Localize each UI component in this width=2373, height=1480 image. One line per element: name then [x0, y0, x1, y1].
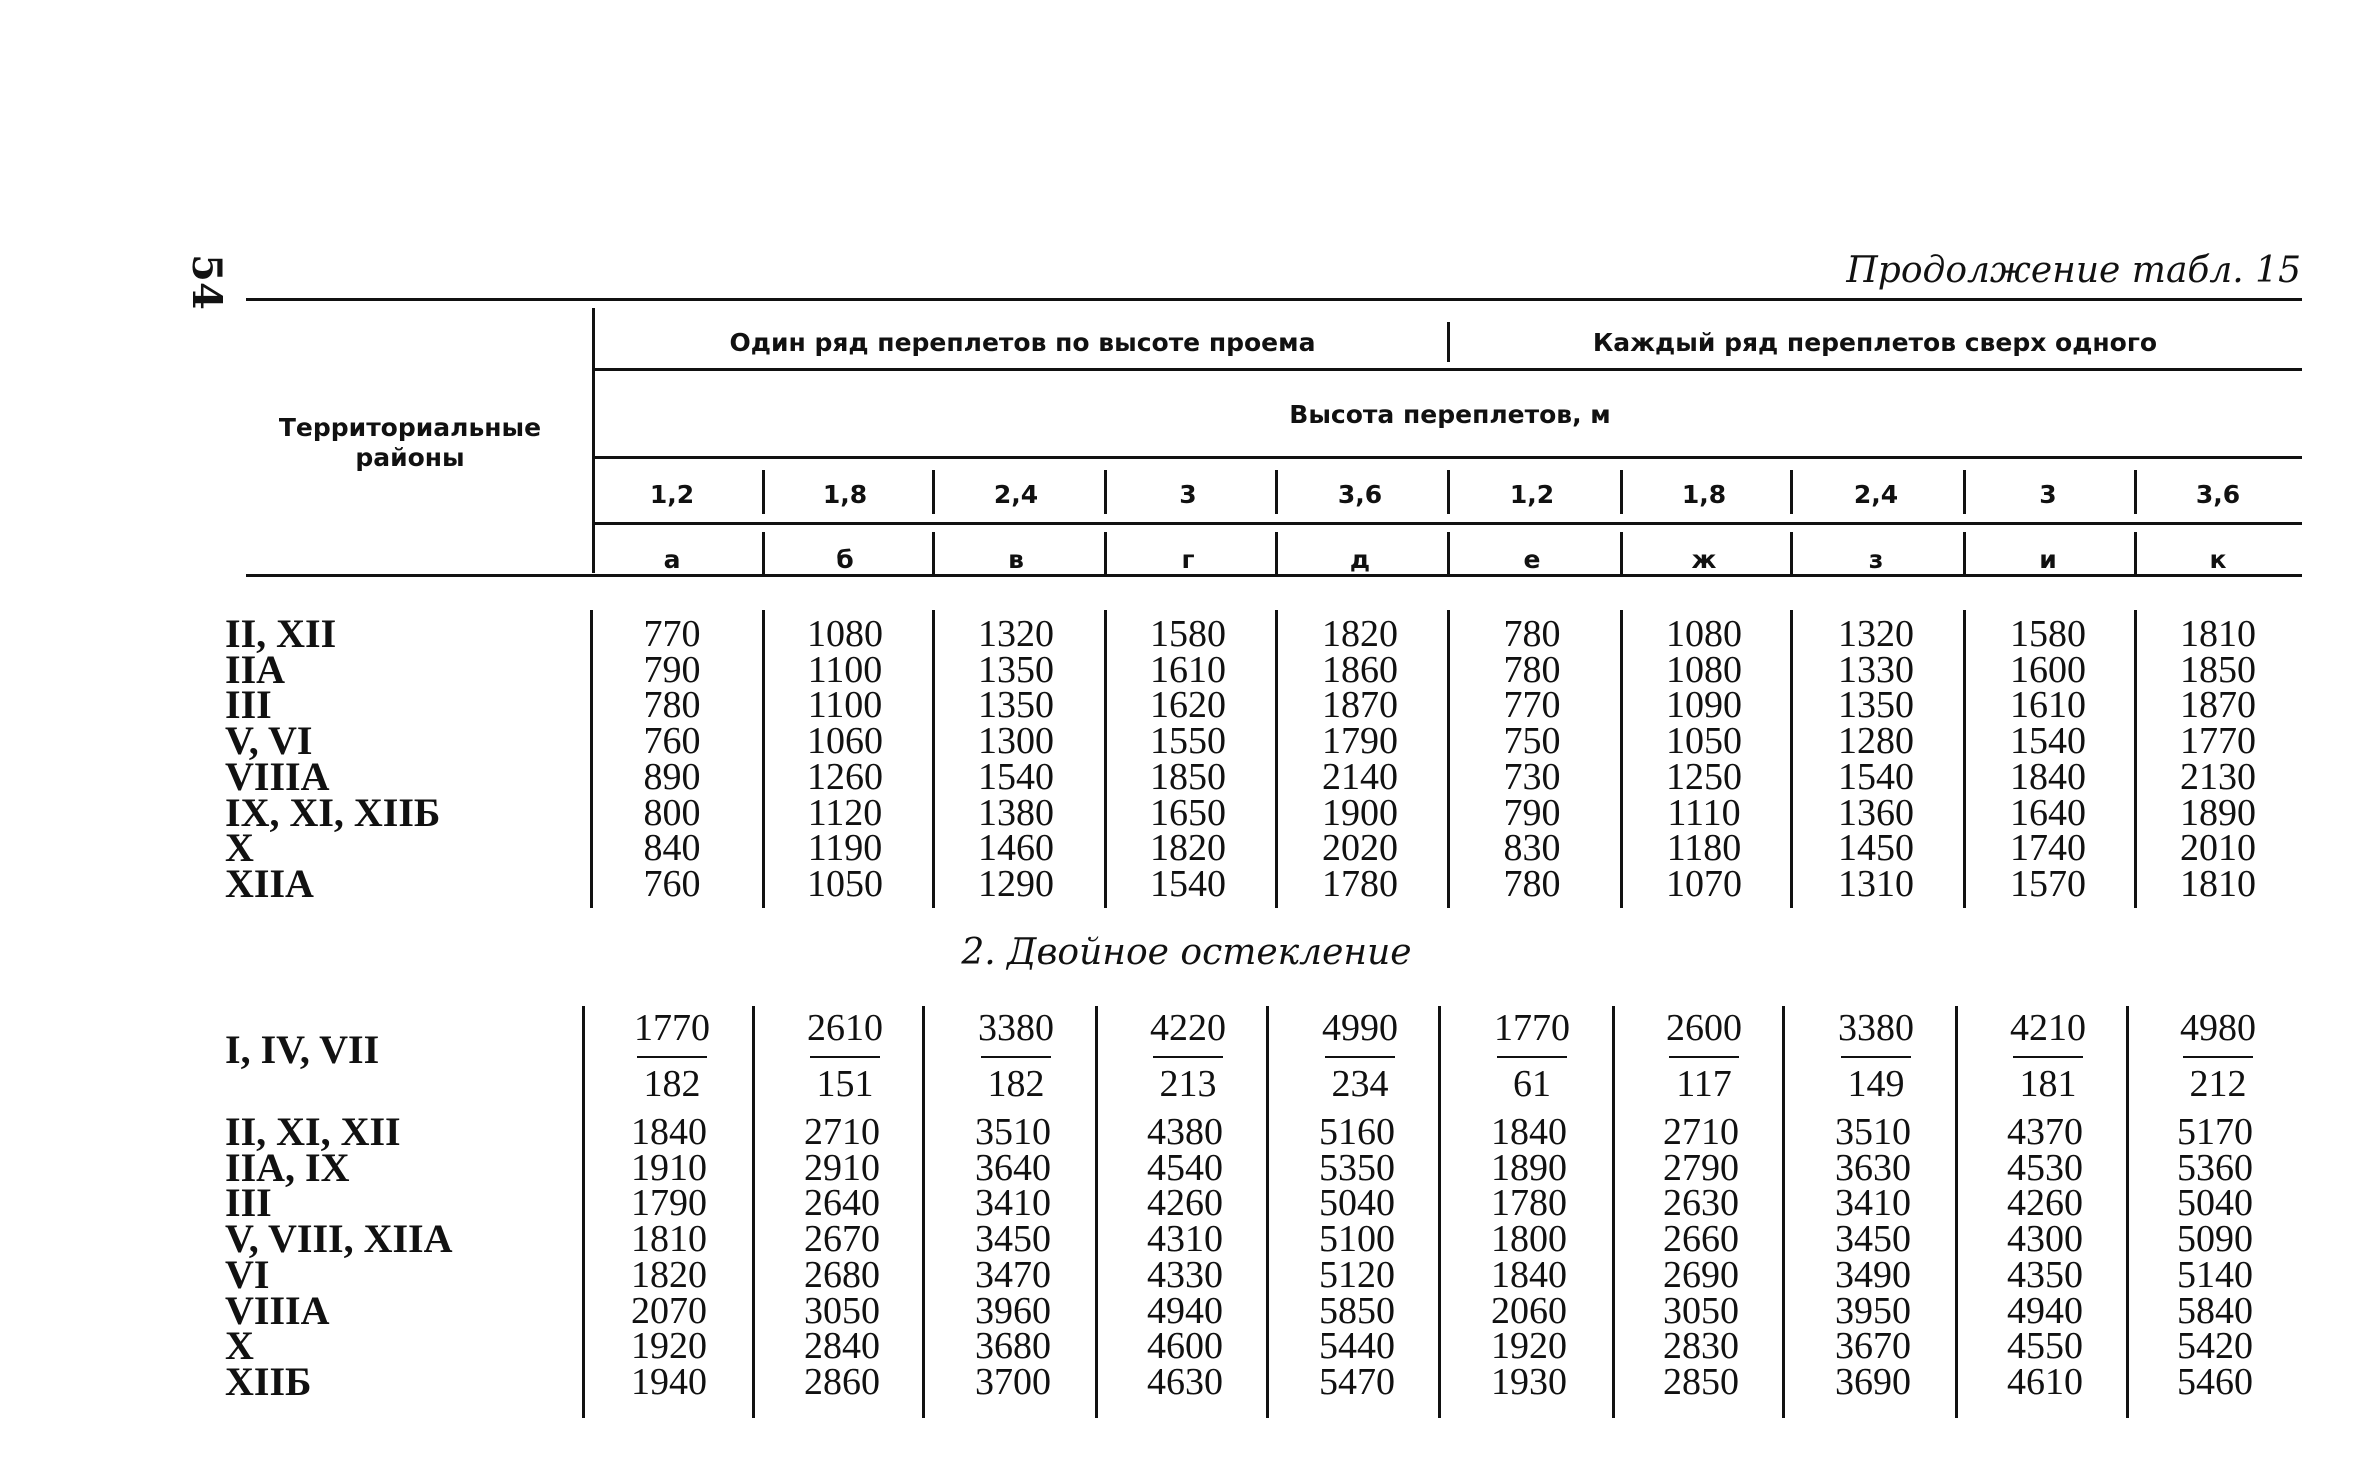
table-cell: 1550 — [1150, 720, 1226, 763]
table-cell: 1810 — [631, 1218, 707, 1261]
table-cell: 790 — [643, 648, 701, 691]
table-cell: 750 — [1503, 720, 1561, 763]
table-cell: 780 — [1503, 648, 1561, 691]
height-value-header: 3,6 — [2195, 480, 2241, 509]
fraction-bar — [2013, 1056, 2083, 1058]
region-label: VI — [225, 1251, 270, 1297]
table-cell: 1570 — [2010, 862, 2086, 905]
table-cell: 1110 — [1667, 791, 1741, 834]
body-column-divider — [1095, 1006, 1098, 1418]
table-cell: 2070 — [631, 1289, 707, 1332]
column-letter-header: а — [663, 545, 681, 574]
column-letter-header: и — [2039, 545, 2057, 574]
fraction-numerator: 3380 — [978, 1007, 1054, 1049]
table-cell: 2140 — [1322, 755, 1398, 798]
header-column-divider — [762, 532, 765, 574]
table-cell: 4300 — [2007, 1218, 2083, 1261]
header-column-divider — [1790, 470, 1793, 514]
fraction-denominator: 182 — [987, 1063, 1045, 1105]
table-cell: 1460 — [978, 827, 1054, 870]
height-value-header: 1,2 — [649, 480, 695, 509]
table-cell: 1250 — [1666, 755, 1742, 798]
header-column-divider — [1275, 470, 1278, 514]
table-cell: 780 — [1503, 862, 1561, 905]
table-cell: 5120 — [1319, 1253, 1395, 1296]
height-value-header: 2,4 — [993, 480, 1039, 509]
fraction-bar — [1497, 1056, 1567, 1058]
header-column-divider — [1963, 470, 1966, 514]
table-cell: 4540 — [1147, 1146, 1223, 1189]
header-bottom-rule — [246, 574, 2302, 577]
table-cell: 1640 — [2010, 791, 2086, 834]
table-cell: 3630 — [1835, 1146, 1911, 1189]
region-label: II, XII — [225, 611, 337, 656]
table-cell: 2830 — [1663, 1325, 1739, 1368]
table-cell: 1100 — [807, 684, 883, 727]
table-cell: 2670 — [804, 1218, 880, 1261]
table-cell: 1290 — [978, 862, 1054, 905]
table-cell: 1080 — [807, 613, 883, 655]
table-cell: 1780 — [1491, 1182, 1567, 1225]
page-number: 54 — [183, 254, 230, 310]
fraction-numerator: 4980 — [2180, 1007, 2256, 1049]
column-letter-header: ж — [1691, 545, 1717, 574]
table-cell: 1890 — [1491, 1146, 1567, 1189]
table-cell: 1800 — [1491, 1218, 1567, 1261]
table-cell: 760 — [643, 720, 701, 763]
column-letter-header: д — [1349, 545, 1371, 574]
table-cell: 1360 — [1838, 791, 1914, 834]
table-cell: 890 — [643, 755, 701, 798]
table-cell: 2910 — [804, 1146, 880, 1189]
height-value-header: 1,8 — [822, 480, 868, 509]
group-each-header: Каждый ряд переплетов сверх одного — [1592, 328, 2158, 357]
table-cell: 3640 — [975, 1146, 1051, 1189]
table-cell: 1070 — [1666, 862, 1742, 905]
body-column-divider — [752, 1006, 755, 1418]
height-value-header: 1,2 — [1509, 480, 1555, 509]
fraction-bar — [1841, 1056, 1911, 1058]
table-cell: 1350 — [978, 648, 1054, 691]
table-cell: 4260 — [1147, 1182, 1223, 1225]
table-cell: 1120 — [807, 791, 883, 834]
body-column-divider — [762, 610, 765, 908]
table-cell: 2690 — [1663, 1253, 1739, 1296]
table-cell: 3510 — [1835, 1111, 1911, 1153]
height-header: Высота переплетов, м — [1289, 400, 1611, 429]
region-label: X — [225, 1323, 254, 1369]
table-cell: 800 — [643, 791, 701, 834]
table-cell: 1580 — [1150, 613, 1226, 655]
header-left-rule — [592, 308, 595, 573]
table-cell: 1330 — [1838, 648, 1914, 691]
table-cell: 3670 — [1835, 1325, 1911, 1368]
fraction-numerator: 1770 — [634, 1007, 710, 1049]
body-column-divider — [1266, 1006, 1269, 1418]
fraction-denominator: 61 — [1513, 1063, 1551, 1105]
region-label: IX, XI, XIIБ — [225, 789, 441, 835]
body-column-divider — [590, 610, 593, 908]
table-cell: 780 — [1503, 613, 1561, 655]
table-cell: 2060 — [1491, 1289, 1567, 1332]
table-cell: 1060 — [807, 720, 883, 763]
table-cell: 1850 — [1150, 755, 1226, 798]
table-cell: 1860 — [1322, 648, 1398, 691]
table-cell: 730 — [1503, 755, 1561, 798]
column-letter-header: е — [1523, 545, 1541, 574]
table-cell: 1310 — [1838, 862, 1914, 905]
table-cell: 1300 — [978, 720, 1054, 763]
table-cell: 1350 — [978, 684, 1054, 727]
table-cell: 1930 — [1491, 1360, 1567, 1403]
table-cell: 3690 — [1835, 1360, 1911, 1403]
table-cell: 3470 — [975, 1253, 1051, 1296]
fraction-bar — [981, 1056, 1051, 1058]
fraction-denominator: 151 — [816, 1063, 874, 1105]
table-cell: 3050 — [804, 1289, 880, 1332]
region-label: IIA, IX — [225, 1144, 350, 1190]
table-cell: 1610 — [1150, 648, 1226, 691]
table-cell: 4940 — [2007, 1289, 2083, 1332]
header-column-divider — [1963, 532, 1966, 574]
table-cell: 5360 — [2177, 1146, 2253, 1189]
table-cell: 4260 — [2007, 1182, 2083, 1225]
table-cell: 3950 — [1835, 1289, 1911, 1332]
table-cell: 1540 — [1838, 755, 1914, 798]
fraction-bar — [2183, 1056, 2253, 1058]
table-cell: 1650 — [1150, 791, 1226, 834]
fraction-denominator: 213 — [1159, 1063, 1217, 1105]
fraction-numerator: 2600 — [1666, 1007, 1742, 1049]
region-label: IIA — [225, 646, 286, 692]
table-cell: 5350 — [1319, 1146, 1395, 1189]
header-column-divider — [1447, 532, 1450, 574]
table-cell: 3490 — [1835, 1253, 1911, 1296]
table-cell: 5440 — [1319, 1325, 1395, 1368]
fraction-bar — [1325, 1056, 1395, 1058]
height-value-header: 2,4 — [1853, 480, 1899, 509]
fraction-numerator: 2610 — [807, 1007, 883, 1049]
table-cell: 840 — [643, 827, 701, 870]
table-continuation-title: Продолжение табл. 15 — [1846, 250, 2301, 291]
table-cell: 1190 — [807, 827, 883, 870]
table-cell: 1100 — [807, 648, 883, 691]
fraction-denominator: 182 — [643, 1063, 701, 1105]
table-cell: 1260 — [807, 755, 883, 798]
fraction-numerator: 1770 — [1494, 1007, 1570, 1049]
table-cell: 1920 — [631, 1325, 707, 1368]
header-column-divider — [932, 532, 935, 574]
table-cell: 1810 — [2180, 613, 2256, 655]
column-letter-header: к — [2209, 545, 2227, 574]
table-cell: 1280 — [1838, 720, 1914, 763]
fraction-numerator: 4220 — [1150, 1007, 1226, 1049]
table-cell: 2860 — [804, 1360, 880, 1403]
table-cell: 2130 — [2180, 755, 2256, 798]
table-cell: 1450 — [1838, 827, 1914, 870]
table-cell: 1380 — [978, 791, 1054, 834]
table-cell: 3700 — [975, 1360, 1051, 1403]
table-cell: 2010 — [2180, 827, 2256, 870]
table-cell: 3450 — [975, 1218, 1051, 1261]
table-cell: 4330 — [1147, 1253, 1223, 1296]
table-cell: 1600 — [2010, 648, 2086, 691]
column-letter-header: в — [1008, 545, 1024, 574]
table-cell: 3050 — [1663, 1289, 1739, 1332]
table-cell: 1540 — [2010, 720, 2086, 763]
table-cell: 790 — [1503, 791, 1561, 834]
table-cell: 1850 — [2180, 648, 2256, 691]
fraction-denominator: 181 — [2019, 1063, 2077, 1105]
table-cell: 2840 — [804, 1325, 880, 1368]
table-cell: 3450 — [1835, 1218, 1911, 1261]
body-column-divider — [1963, 610, 1966, 908]
column-letter-header: з — [1868, 545, 1884, 574]
body-column-divider — [2126, 1006, 2129, 1418]
table-cell: 1320 — [978, 613, 1054, 655]
header-column-divider — [932, 470, 935, 514]
table-cell: 1610 — [2010, 684, 2086, 727]
table-cell: 1540 — [1150, 862, 1226, 905]
table-cell: 4610 — [2007, 1360, 2083, 1403]
table-cell: 1840 — [1491, 1253, 1567, 1296]
region-label: V, VIII, XIIA — [225, 1216, 453, 1262]
region-label: I, IV, VII — [225, 1027, 380, 1072]
fraction-bar — [1669, 1056, 1739, 1058]
top-rule — [246, 298, 2302, 301]
table-cell: 2680 — [804, 1253, 880, 1296]
table-cell: 4350 — [2007, 1253, 2083, 1296]
table-cell: 5090 — [2177, 1218, 2253, 1261]
region-label: III — [225, 682, 272, 728]
body-column-divider — [932, 610, 935, 908]
table-cell: 4630 — [1147, 1360, 1223, 1403]
region-label: VIIIA — [225, 753, 330, 799]
body-column-divider — [1790, 610, 1793, 908]
column-letter-header: б — [836, 545, 854, 574]
fraction-numerator: 4210 — [2010, 1007, 2086, 1049]
table-cell: 1940 — [631, 1360, 707, 1403]
table-cell: 3410 — [975, 1182, 1051, 1225]
table-cell: 5470 — [1319, 1360, 1395, 1403]
table-cell: 780 — [643, 684, 701, 727]
header-column-divider — [1790, 532, 1793, 574]
table-cell: 5460 — [2177, 1360, 2253, 1403]
table-cell: 1890 — [2180, 791, 2256, 834]
table-cell: 770 — [1503, 684, 1561, 727]
height-value-header: 3 — [1179, 480, 1197, 509]
table-cell: 4310 — [1147, 1218, 1223, 1261]
fraction-bar — [637, 1056, 707, 1058]
height-value-header: 3,6 — [1337, 480, 1383, 509]
table-cell: 4600 — [1147, 1325, 1223, 1368]
table-cell: 4940 — [1147, 1289, 1223, 1332]
table-cell: 2710 — [1663, 1111, 1739, 1153]
letters-rule — [595, 522, 2302, 525]
body-column-divider — [1447, 610, 1450, 908]
body-column-divider — [1104, 610, 1107, 908]
region-label: XIIA — [225, 860, 314, 906]
table-cell: 4550 — [2007, 1325, 2083, 1368]
table-cell: 2710 — [804, 1111, 880, 1153]
table-cell: 1770 — [2180, 720, 2256, 763]
fraction-denominator: 234 — [1331, 1063, 1389, 1105]
table-cell: 1820 — [1150, 827, 1226, 870]
table-cell: 1900 — [1322, 791, 1398, 834]
fraction-numerator: 4990 — [1322, 1007, 1398, 1049]
table-cell: 5170 — [2177, 1111, 2253, 1153]
fraction-bar — [810, 1056, 880, 1058]
table-cell: 5160 — [1319, 1111, 1395, 1153]
table-cell: 1320 — [1838, 613, 1914, 655]
body-column-divider — [2134, 610, 2137, 908]
table-cell: 5100 — [1319, 1218, 1395, 1261]
table-cell: 4370 — [2007, 1111, 2083, 1153]
body-column-divider — [1438, 1006, 1441, 1418]
table-cell: 1870 — [1322, 684, 1398, 727]
header-column-divider — [762, 470, 765, 514]
header-column-divider — [2134, 470, 2137, 514]
body-column-divider — [922, 1006, 925, 1418]
group-rule — [595, 368, 2302, 371]
region-label: III — [225, 1180, 272, 1226]
table-cell: 1910 — [631, 1146, 707, 1189]
region-label: X — [225, 825, 254, 871]
body-column-divider — [1620, 610, 1623, 908]
fraction-denominator: 149 — [1847, 1063, 1905, 1105]
table-cell: 3680 — [975, 1325, 1051, 1368]
table-cell: 5040 — [1319, 1182, 1395, 1225]
table-cell: 1050 — [807, 862, 883, 905]
header-column-divider — [1620, 470, 1623, 514]
table-cell: 1180 — [1666, 827, 1742, 870]
table-cell: 1810 — [2180, 862, 2256, 905]
table-cell: 1350 — [1838, 684, 1914, 727]
fraction-bar — [1153, 1056, 1223, 1058]
table-cell: 770 — [643, 613, 701, 655]
header-column-divider — [1104, 532, 1107, 574]
table-cell: 5040 — [2177, 1182, 2253, 1225]
table-cell: 1840 — [2010, 755, 2086, 798]
fraction-denominator: 117 — [1676, 1063, 1732, 1105]
table-cell: 1790 — [631, 1182, 707, 1225]
header-column-divider — [1620, 532, 1623, 574]
table-cell: 1790 — [1322, 720, 1398, 763]
table-cell: 1620 — [1150, 684, 1226, 727]
region-label: VIIIA — [225, 1287, 330, 1333]
body-column-divider — [1612, 1006, 1615, 1418]
table-cell: 2790 — [1663, 1146, 1739, 1189]
table-cell: 2020 — [1322, 827, 1398, 870]
table-cell: 2640 — [804, 1182, 880, 1225]
header-column-divider — [1447, 470, 1450, 514]
table-cell: 4530 — [2007, 1146, 2083, 1189]
table-cell: 5840 — [2177, 1289, 2253, 1332]
header-column-divider — [1104, 470, 1107, 514]
table-cell: 1820 — [631, 1253, 707, 1296]
body-column-divider — [1955, 1006, 1958, 1418]
region-label: V, VI — [225, 718, 313, 764]
section-title-double-glazing: 2. Двойное остекление — [961, 932, 1412, 973]
fraction-numerator: 3380 — [1838, 1007, 1914, 1049]
table-cell: 1870 — [2180, 684, 2256, 727]
height-value-header: 1,8 — [1681, 480, 1727, 509]
table-cell: 3410 — [1835, 1182, 1911, 1225]
table-cell: 1090 — [1666, 684, 1742, 727]
table-cell: 830 — [1503, 827, 1561, 870]
table-cell: 3960 — [975, 1289, 1051, 1332]
table-cell: 5140 — [2177, 1253, 2253, 1296]
group-one-header: Один ряд переплетов по высоте проема — [729, 328, 1316, 357]
table-cell: 1840 — [631, 1111, 707, 1153]
table-cell: 1740 — [2010, 827, 2086, 870]
table-cell: 1050 — [1666, 720, 1742, 763]
region-label: II, XI, XII — [225, 1109, 401, 1154]
header-column-divider — [1275, 532, 1278, 574]
regions-column-header: Территориальные районы — [278, 413, 542, 472]
table-cell: 760 — [643, 862, 701, 905]
table-cell: 5850 — [1319, 1289, 1395, 1332]
table-cell: 1820 — [1322, 613, 1398, 655]
fraction-denominator: 212 — [2189, 1063, 2247, 1105]
body-column-divider — [582, 1006, 585, 1418]
height-rule — [595, 456, 2302, 459]
table-cell: 2850 — [1663, 1360, 1739, 1403]
table-cell: 3510 — [975, 1111, 1051, 1153]
table-cell: 2630 — [1663, 1182, 1739, 1225]
region-label: XIIБ — [225, 1358, 312, 1404]
table-cell: 1580 — [2010, 613, 2086, 655]
column-letter-header: г — [1181, 545, 1195, 574]
table-cell: 4380 — [1147, 1111, 1223, 1153]
height-value-header: 3 — [2039, 480, 2057, 509]
table-cell: 1840 — [1491, 1111, 1567, 1153]
header-column-divider — [2134, 532, 2137, 574]
table-cell: 1780 — [1322, 862, 1398, 905]
table-cell: 5420 — [2177, 1325, 2253, 1368]
table-cell: 1540 — [978, 755, 1054, 798]
table-cell: 2660 — [1663, 1218, 1739, 1261]
body-column-divider — [1782, 1006, 1785, 1418]
table-cell: 1080 — [1666, 613, 1742, 655]
table-cell: 1920 — [1491, 1325, 1567, 1368]
body-column-divider — [1275, 610, 1278, 908]
table-cell: 1080 — [1666, 648, 1742, 691]
